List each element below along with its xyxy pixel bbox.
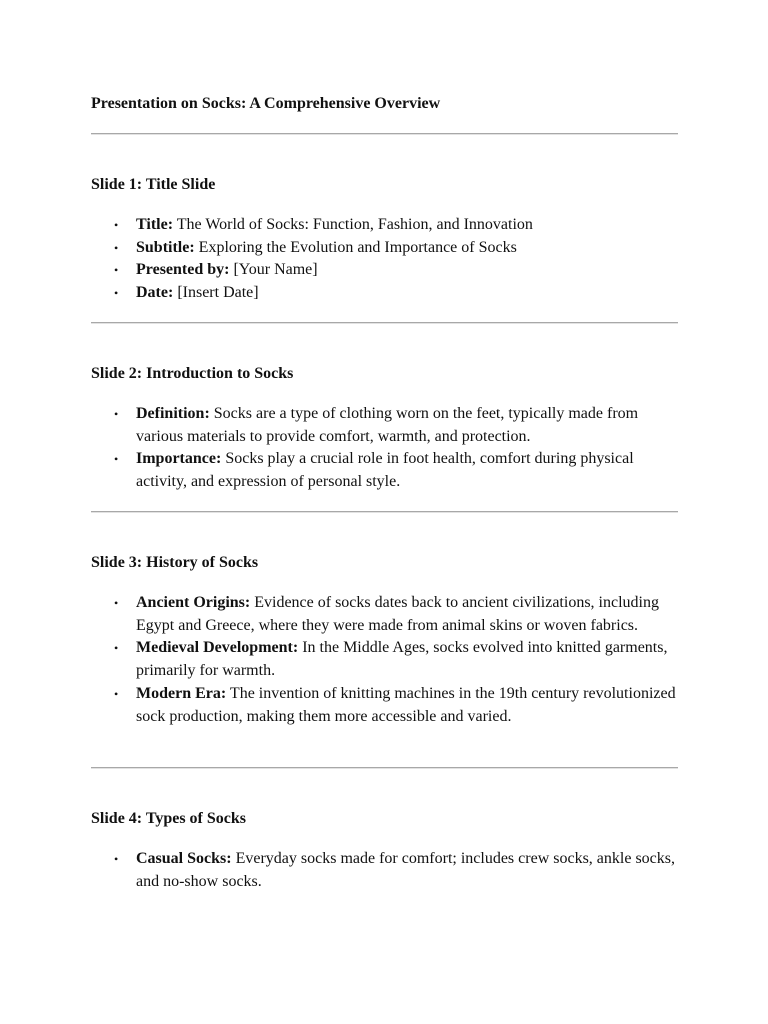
- slide-4-heading: Slide 4: Types of Socks: [91, 810, 246, 827]
- item-text: [Insert Date]: [173, 284, 259, 302]
- list-item: [91, 592, 678, 637]
- bullet-icon: •: [114, 641, 119, 656]
- list-item: [91, 683, 678, 728]
- item-label: Subtitle:: [136, 238, 195, 256]
- slide-1-bullet-list: [91, 214, 678, 305]
- item-text: Evidence of socks dates back to ancient civilizations, including Egypt and Greece, where they were made from animal skins or woven fabrics.: [136, 594, 659, 634]
- list-item: [91, 282, 678, 305]
- slide-4-bullet-list: [91, 848, 678, 893]
- item-label: Importance:: [136, 450, 222, 468]
- horizontal-divider: [91, 511, 678, 513]
- slide-1-heading: Slide 1: Title Slide: [91, 176, 216, 193]
- slide-3-bullet-list: [91, 592, 678, 728]
- list-item: [91, 237, 678, 260]
- bullet-icon: •: [114, 852, 119, 866]
- bullet-icon: •: [114, 596, 119, 610]
- document-title: Presentation on Socks: A Comprehensive Overview: [91, 95, 441, 112]
- slide-2-bullet-list: [91, 403, 678, 494]
- item-label: Ancient Origins:: [136, 594, 251, 611]
- item-text: Everyday socks made for comfort; includes crew socks, ankle socks, and no-show socks.: [136, 850, 675, 890]
- list-item: [91, 448, 678, 493]
- item-text: The invention of knitting machines in the 19th century revolutionized sock production, making them more accessible and varied.: [136, 684, 676, 725]
- item-label: Date:: [136, 284, 174, 302]
- list-item: [91, 403, 678, 448]
- item-label: Presented by:: [136, 261, 230, 279]
- slide-3-heading: Slide 3: History of Socks: [91, 554, 259, 571]
- bullet-icon: •: [114, 407, 119, 421]
- item-label: Definition:: [136, 405, 210, 422]
- item-label: Medieval Development:: [136, 639, 299, 657]
- bullet-icon: •: [114, 218, 119, 232]
- bullet-icon: •: [114, 263, 119, 278]
- horizontal-divider: [91, 322, 678, 324]
- bullet-icon: •: [114, 686, 119, 701]
- item-text: In the Middle Ages, socks evolved into knitted garments, primarily for warmth.: [136, 639, 668, 680]
- bullet-icon: •: [114, 452, 119, 467]
- list-item: [91, 637, 678, 682]
- horizontal-divider: [91, 767, 678, 769]
- bullet-icon: •: [114, 240, 119, 255]
- item-text: Socks play a crucial role in foot health, comfort during physical activity, and expression of personal style.: [136, 450, 634, 491]
- item-label: Title:: [136, 216, 174, 233]
- item-text: [Your Name]: [229, 261, 318, 279]
- item-text: Exploring the Evolution and Importance of Socks: [194, 238, 517, 256]
- slide-2-heading: Slide 2: Introduction to Socks: [91, 365, 294, 382]
- list-item: [91, 259, 678, 282]
- list-item: [91, 848, 678, 893]
- item-text: Socks are a type of clothing worn on the feet, typically made from various materials to provide comfort, warmth, and protection.: [136, 405, 639, 445]
- horizontal-divider: [91, 133, 678, 135]
- item-label: Modern Era:: [136, 684, 227, 702]
- bullet-icon: •: [114, 286, 119, 301]
- item-text: The World of Socks: Function, Fashion, and Innovation: [173, 216, 533, 233]
- item-label: Casual Socks:: [136, 850, 232, 867]
- list-item: [91, 214, 678, 237]
